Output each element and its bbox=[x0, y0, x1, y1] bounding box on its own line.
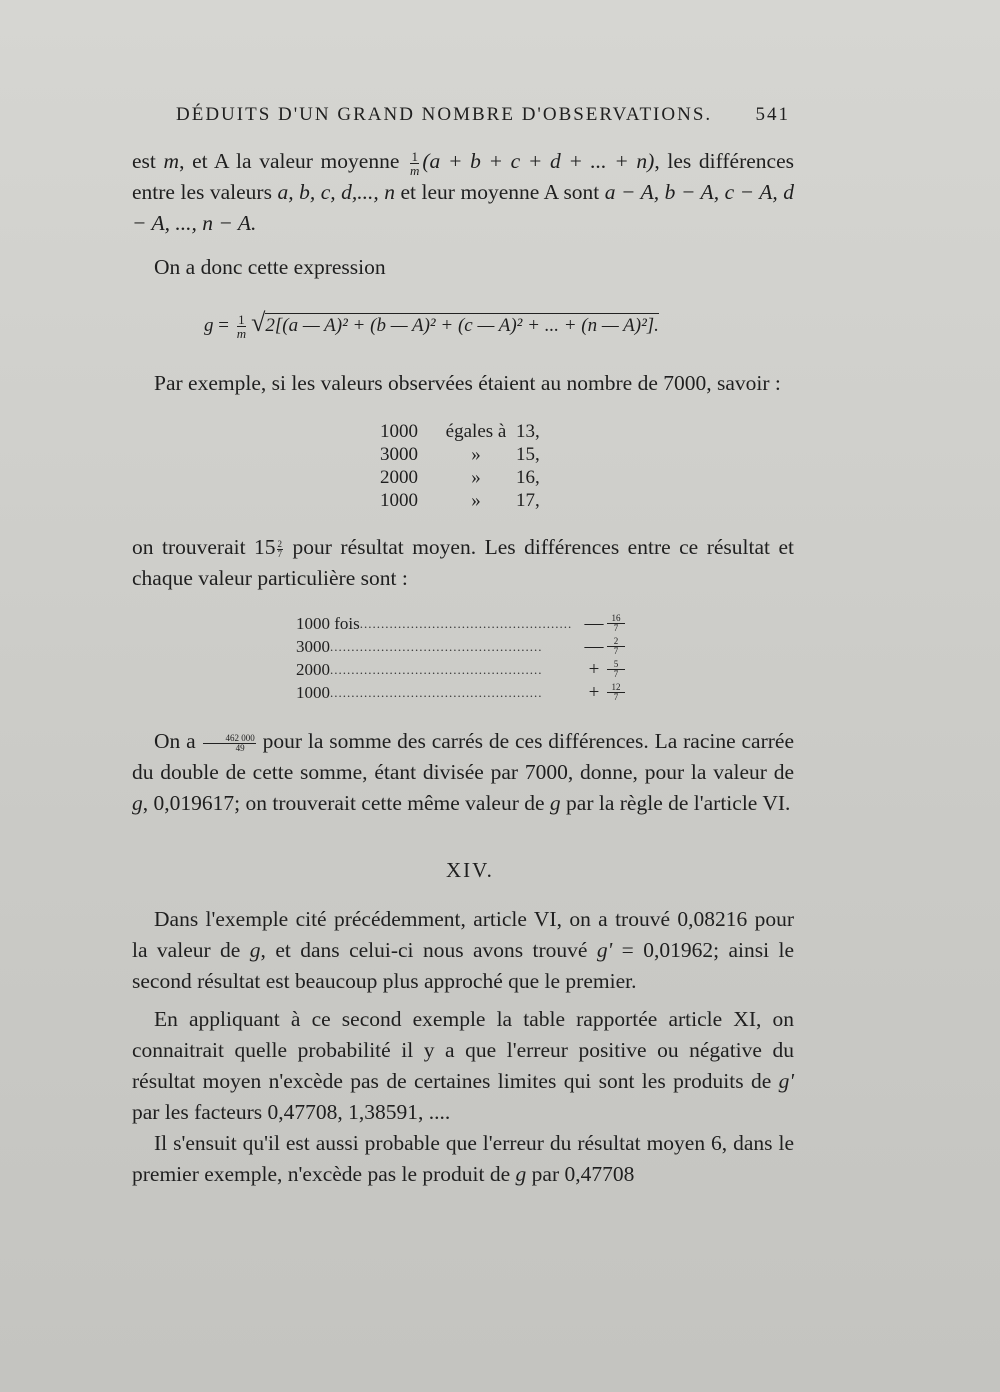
list-item: 1000 » 17, bbox=[380, 489, 540, 511]
list-item: 3000 .................................................. — $\frac{2}{7}$ bbox=[296, 635, 626, 658]
formula-g: g = $\frac{1}{m}$ √2[(a — A)² + (b — A)² + (c — A)² + ... + (n — A)²]. bbox=[204, 308, 659, 342]
text: = 0,01962; ainsi le second résultat est beaucoup plus approché que le premier. bbox=[132, 938, 794, 993]
text: , 0,019617; on trouverait cette même valeur de bbox=[142, 791, 550, 815]
list-item: 2000 » 16, bbox=[380, 466, 540, 488]
radicand: 2[(a — A)² + (b — A)² + (c — A)² + ... + (n — A)²]. bbox=[265, 315, 659, 336]
var-m: m bbox=[163, 149, 180, 173]
fraction-1-over-m: $\frac{1}{m}$ bbox=[236, 312, 247, 342]
var-g-prime: g' bbox=[596, 938, 613, 962]
var-g-prime: g' bbox=[778, 1069, 794, 1093]
var-g: g bbox=[204, 315, 214, 336]
text: , les différences entre les valeurs bbox=[132, 149, 794, 204]
var-g: g bbox=[549, 791, 561, 815]
var-g: g bbox=[515, 1162, 527, 1186]
fraction-2-7: $\frac{2}{7}$ bbox=[277, 538, 283, 559]
text: par les facteurs 0,47708, 1,38591, .... bbox=[132, 1100, 451, 1124]
differences-list bbox=[296, 612, 626, 704]
var-g: g bbox=[249, 938, 261, 962]
list-item: 3000 » 15, bbox=[380, 443, 540, 465]
list-item: 1000 .................................................. + $\frac{12}{7}$ bbox=[296, 681, 626, 704]
section-title: XIV. bbox=[446, 858, 494, 882]
list-item: 1000 fois .................................................. — $\frac{16}{7}$ bbox=[296, 612, 626, 635]
radical-sign-icon: √ bbox=[251, 308, 266, 337]
running-header bbox=[176, 104, 790, 126]
paragraph-5 bbox=[132, 726, 794, 819]
text: on trouverait 15 bbox=[132, 535, 276, 559]
paragraph-8 bbox=[132, 1128, 794, 1190]
page-number: 541 bbox=[755, 104, 790, 125]
text: pour la somme des carrés de ces différences. La racine carrée du double de cette somme, étant divisée par 7000, donne, pour la valeur de bbox=[132, 729, 794, 784]
text: et leur moyenne A sont bbox=[395, 180, 605, 204]
fraction-462000-49: $\frac{462 000}{49}$ bbox=[203, 734, 256, 753]
text: Il s'ensuit qu'il est aussi probable que l'erreur du résultat moyen 6, dans le premier exemple, n'excède pas le produit de bbox=[132, 1131, 794, 1186]
text: pour résultat moyen. Les différences entre ce résultat et chaque valeur particulière sont : bbox=[132, 535, 794, 590]
text: , et A la valeur moyenne bbox=[179, 149, 407, 173]
fraction-1-over-m: $\frac{1}{m}$ bbox=[410, 148, 420, 178]
list-item: 2000 .................................................. + $\frac{5}{7}$ bbox=[296, 658, 626, 681]
paragraph-6 bbox=[132, 904, 794, 997]
text: par la règle de l'article VI. bbox=[560, 791, 791, 815]
text: est bbox=[132, 149, 164, 173]
text: On a bbox=[154, 729, 202, 753]
paragraph-4 bbox=[132, 532, 794, 594]
list-item: 1000 égales à 13, bbox=[380, 420, 540, 442]
paragraph-3: Par exemple, si les valeurs observées étaient au nombre de 7000, savoir : bbox=[154, 371, 781, 395]
text: Dans l'exemple cité précédemment, article VI, on a trouvé 0,08216 pour la valeur de bbox=[132, 907, 794, 962]
var-g: g bbox=[132, 791, 143, 815]
paragraph-7 bbox=[132, 1004, 794, 1128]
differences-list: a − A, b − A, c − A, d − A, ..., n − A. bbox=[132, 180, 795, 235]
text: , et dans celui-ci nous avons trouvé bbox=[260, 938, 597, 962]
values-list: a, b, c, d,..., n bbox=[277, 180, 396, 204]
text: par 0,47708 bbox=[526, 1162, 635, 1186]
header-title: DÉDUITS D'UN GRAND NOMBRE D'OBSERVATIONS. bbox=[176, 104, 713, 125]
observations-list bbox=[380, 420, 576, 512]
paragraph-2: On a donc cette expression bbox=[154, 255, 386, 279]
paragraph-1 bbox=[132, 146, 794, 239]
text: En appliquant à ce second exemple la table rapportée article XI, on connaitrait quelle probabilité il y a que l'erreur positive ou négative du résultat moyen n'excède pas de certaines limites qui sont les produits de bbox=[132, 1007, 794, 1093]
sum-expression: (a + b + c + d + ... + n) bbox=[422, 149, 655, 173]
